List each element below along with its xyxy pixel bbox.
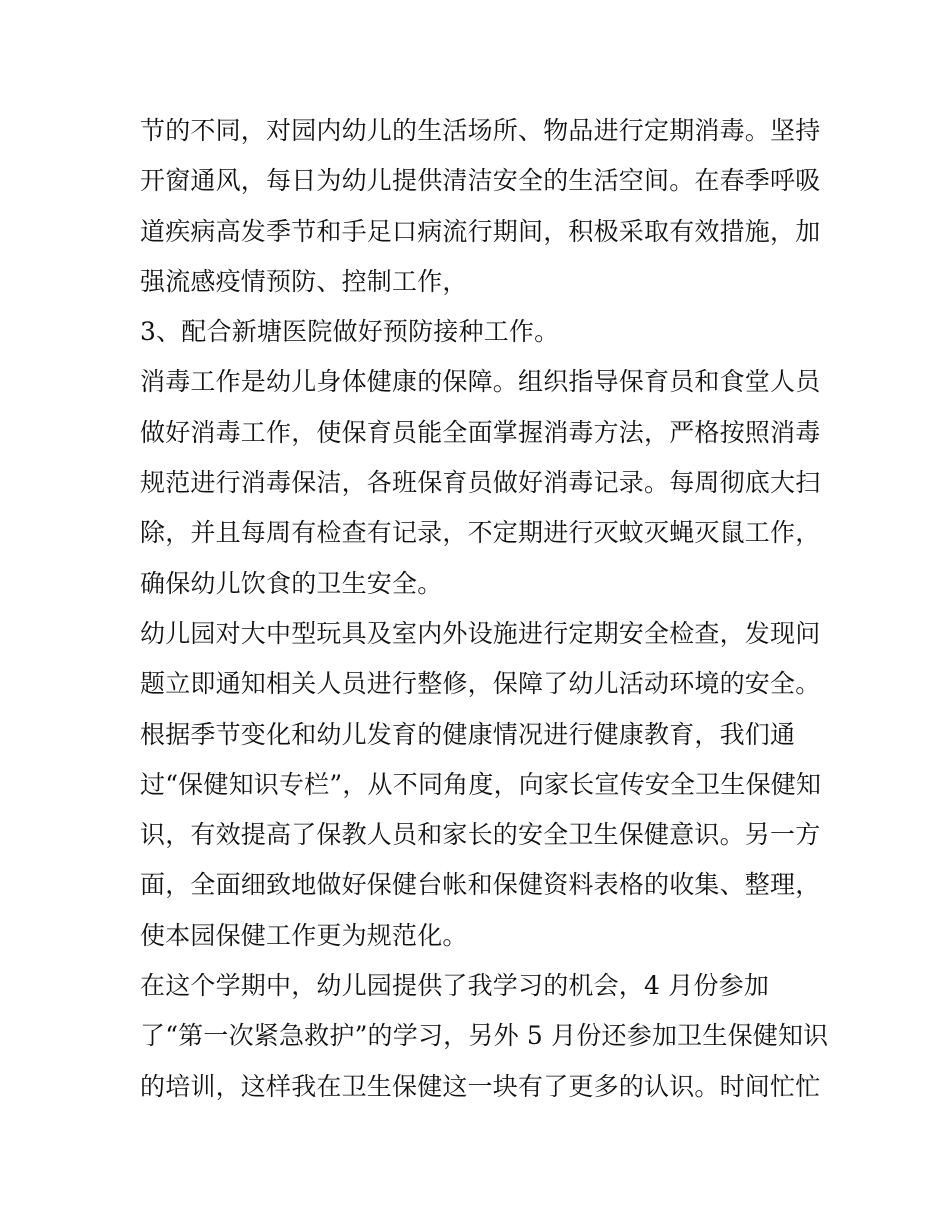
text-line: 开窗通风，每日为幼儿提供清洁安全的生活空间。在春季呼吸 (140, 166, 821, 196)
text-line: 根据季节变化和幼儿发育的健康情况进行健康教育，我们通 (140, 719, 796, 749)
text-line: 确保幼儿饮食的卫生安全。 (140, 568, 443, 598)
text-line: 使本园保健工作更为规范化。 (140, 920, 468, 950)
text-line: 面，全面细致地做好保健台帐和保健资料表格的收集、整理， (140, 870, 821, 900)
text-line: 过“保健知识专栏”，从不同角度，向家长宣传安全卫生保健知 (140, 769, 822, 799)
text-line: 节的不同，对园内幼儿的生活场所、物品进行定期消毒。坚持 (140, 116, 821, 145)
text-line: 做好消毒工作，使保育员能全面掌握消毒方法，严格按照消毒 (140, 417, 821, 447)
text-line: 消毒工作是幼儿身体健康的保障。组织指导保育员和食堂人员 (140, 367, 821, 397)
text-line: 题立即通知相关人员进行整修，保障了幼儿活动环境的安全。 (140, 669, 821, 699)
text-line: 的培训，这样我在卫生保健这一块有了更多的认识。时间忙忙 (140, 1071, 821, 1101)
text-line: 识，有效提高了保教人员和家长的安全卫生保健意识。另一方 (140, 820, 821, 850)
text-line: 3、配合新塘医院做好预防接种工作。 (140, 317, 560, 347)
text-line: 幼儿园对大中型玩具及室内外设施进行定期安全检查，发现问 (140, 618, 821, 648)
text-line: 强流感疫情预防、控制工作， (140, 266, 468, 296)
text-line: 在这个学期中，幼儿园提供了我学习的机会，4 月份参加 (140, 971, 770, 1001)
text-line: 规范进行消毒保洁，各班保育员做好消毒记录。每周彻底大扫 (140, 468, 821, 498)
text-line: 了“第一次紧急救护”的学习，另外 5 月份还参加卫生保健知识 (140, 1021, 829, 1051)
text-line: 道疾病高发季节和手足口病流行期间，积极采取有效措施，加 (140, 216, 821, 246)
body-text (140, 106, 829, 1112)
text-line: 除，并且每周有检查有记录，不定期进行灭蚊灭蝇灭鼠工作， (140, 518, 821, 548)
